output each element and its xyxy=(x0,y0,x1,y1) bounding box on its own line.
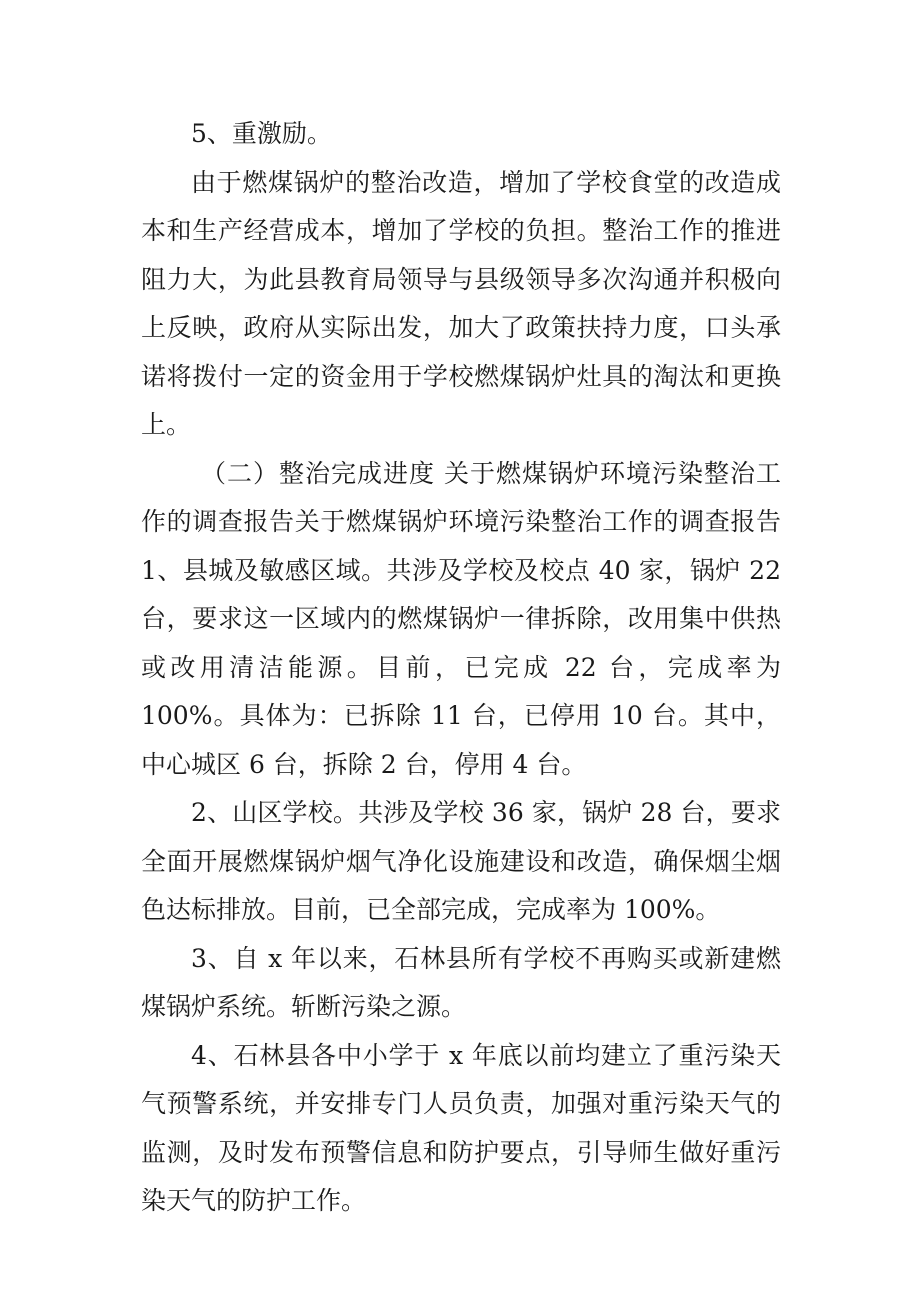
paragraph-warning-system: 4、石林县各中小学于 x 年底以前均建立了重污染天气预警系统，并安排专门人员负责，加强对重污染天气的监测，及时发布预警信息和防护要点，引导师生做好重污染天气的防护工作。 xyxy=(141,1040,781,1215)
paragraph-no-new-boilers: 3、自 x 年以来，石林县所有学校不再购买或新建燃煤锅炉系统。斩断污染之源。 xyxy=(141,943,781,1021)
paragraph-mountain-schools: 2、山区学校。共涉及学校 36 家，锅炉 28 台，要求全面开展燃煤锅炉烟气净化设施建设和改造，确保烟尘烟色达标排放。目前，已全部完成，完成率为 100%。 xyxy=(141,798,781,924)
document-body xyxy=(141,110,781,1226)
paragraph-progress-county: （二）整治完成进度 关于燃煤锅炉环境污染整治工作的调查报告关于燃煤锅炉环境污染整治工作的调查报告 1、县城及敏感区域。共涉及学校及校点 40 家，锅炉 22 台，要求这一区域内的燃煤锅炉一律拆除，改用集中供热或改用清洁能源。目前，已完成 22 台，完成率为 100%。具体为：已拆除 11 台，已停用 10 台。其中，中心城区 6 台，拆除 2 台，停用 4 台。 xyxy=(141,458,781,779)
paragraph-incentive-detail: 由于燃煤锅炉的整治改造，增加了学校食堂的改造成本和生产经营成本，增加了学校的负担。整治工作的推进阻力大，为此县教育局领导与县级领导多次沟通并积极向上反映，政府从实际出发，加大了政策扶持力度，口头承诺将拨付一定的资金用于学校燃煤锅炉灶具的淘汰和更换上。 xyxy=(141,167,781,439)
paragraph-heading-incentive: 5、重激励。 xyxy=(191,119,332,148)
